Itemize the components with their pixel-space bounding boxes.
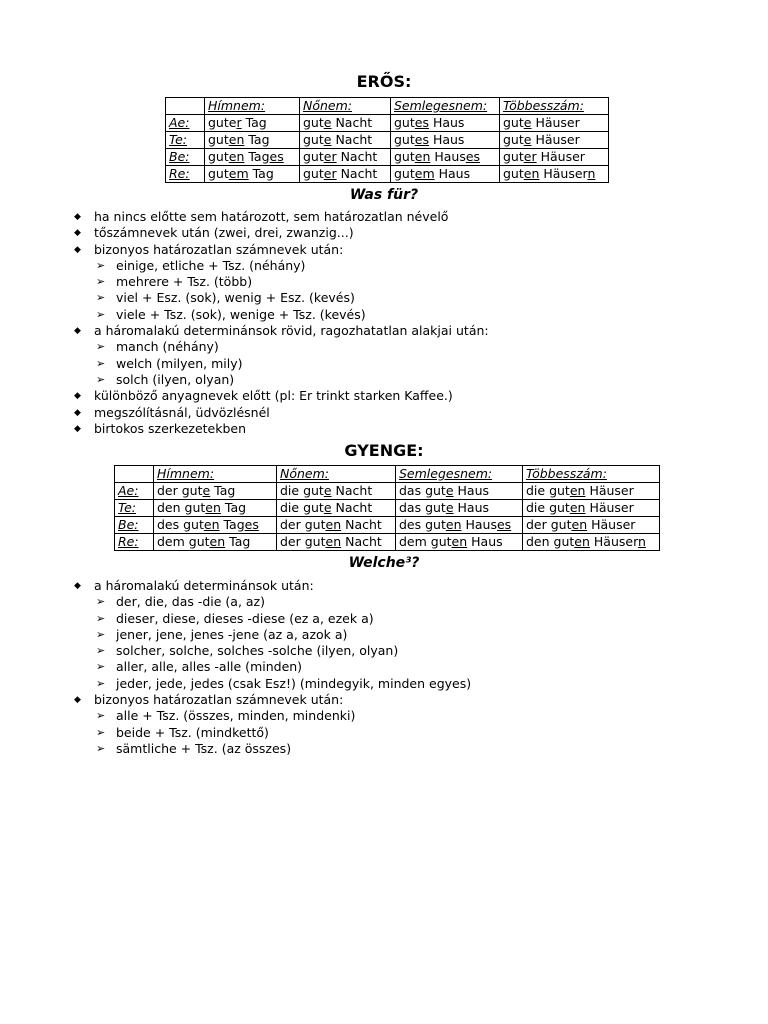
diamond-bullet-icon: ◆ <box>74 581 81 591</box>
list-item <box>72 725 471 741</box>
column-header <box>166 98 205 115</box>
list-item-text: különböző anyagnevek előtt (pl: Er trinkt starken Kaffee.) <box>94 388 453 404</box>
table-cell: gute Häuser <box>500 115 609 132</box>
table-cell: des guten Hauses <box>396 517 523 534</box>
arrow-bullet-icon: ➢ <box>96 372 106 386</box>
table-cell: gute Nacht <box>300 132 391 149</box>
table-row <box>115 517 660 534</box>
column-header: Nőnem: <box>277 466 396 483</box>
table-cell: die gute Nacht <box>277 483 396 500</box>
table-row <box>166 149 609 166</box>
list-item <box>72 258 489 274</box>
list-item-text: birtokos szerkezetekben <box>94 420 247 436</box>
table-cell: gute Nacht <box>300 115 391 132</box>
table-cell: dem guten Haus <box>396 534 523 551</box>
table-cell: guter Tag <box>205 115 300 132</box>
table-cell: dem guten Tag <box>154 534 277 551</box>
column-header: Többesszám: <box>500 98 609 115</box>
arrow-bullet-icon: ➢ <box>96 676 106 690</box>
arrow-bullet-icon: ➢ <box>96 709 106 723</box>
arrow-bullet-icon: ➢ <box>96 741 106 755</box>
table-cell: guter Nacht <box>300 166 391 183</box>
table-cell: guten Hauses <box>391 149 500 166</box>
column-header: Nőnem: <box>300 98 391 115</box>
table-cell: das gute Haus <box>396 500 523 517</box>
strong-question: Was für? <box>349 187 419 203</box>
table-cell: die guten Häuser <box>523 500 660 517</box>
arrow-bullet-icon: ➢ <box>96 644 106 658</box>
arrow-bullet-icon: ➢ <box>96 291 106 305</box>
strong-declension-table <box>165 97 609 183</box>
arrow-bullet-icon: ➢ <box>96 356 106 370</box>
table-cell: gutes Haus <box>391 132 500 149</box>
list-item-text: beide + Tsz. (mindkettő) <box>116 724 269 740</box>
table-header-row <box>166 98 609 115</box>
table-cell: der guten Nacht <box>277 517 396 534</box>
list-item <box>72 708 471 724</box>
diamond-bullet-icon: ◆ <box>74 326 81 337</box>
list-item-text: jeder, jede, jedes (csak Esz!) (mindegyik, minden egyes) <box>116 675 472 691</box>
diamond-bullet-icon: ◆ <box>74 212 81 222</box>
list-item <box>72 356 489 372</box>
strong-title: ERŐS: <box>356 72 412 91</box>
list-item-text: viele + Tsz. (sok), wenige + Tsz. (kevés) <box>116 306 366 322</box>
list-item-text: a háromalakú determinánsok után: <box>94 578 314 593</box>
diamond-bullet-icon: ◆ <box>74 695 81 706</box>
arrow-bullet-icon: ➢ <box>96 258 106 272</box>
weak-usage-list <box>72 578 471 757</box>
diamond-bullet-icon: ◆ <box>74 228 81 239</box>
list-item <box>72 323 489 339</box>
column-header: Hímnem: <box>154 466 277 483</box>
weak-question: Welche³? <box>348 555 420 571</box>
list-item <box>72 421 489 437</box>
list-item-text: manch (néhány) <box>116 339 219 355</box>
column-header <box>115 466 154 483</box>
list-item-text: tőszámnevek után (zwei, drei, zwanzig...) <box>94 225 354 241</box>
list-item <box>72 225 489 241</box>
table-cell: guter Häuser <box>500 149 609 166</box>
table-cell: den guten Tag <box>154 500 277 517</box>
arrow-bullet-icon: ➢ <box>96 307 106 321</box>
case-label: Be: <box>166 149 205 166</box>
table-cell: gutem Tag <box>205 166 300 183</box>
column-header: Többesszám: <box>523 466 660 483</box>
table-row <box>115 483 660 500</box>
list-item <box>72 692 471 708</box>
arrow-bullet-icon: ➢ <box>96 660 106 674</box>
arrow-bullet-icon: ➢ <box>96 340 106 354</box>
table-cell: gutem Haus <box>391 166 500 183</box>
diamond-bullet-icon: ◆ <box>74 244 81 255</box>
list-item-text: solcher, solche, solches -solche (ilyen, olyan) <box>116 643 399 659</box>
table-cell: der guten Nacht <box>277 534 396 551</box>
table-row <box>115 534 660 551</box>
arrow-bullet-icon: ➢ <box>96 595 106 609</box>
table-cell: die gute Nacht <box>277 500 396 517</box>
list-item <box>72 676 471 692</box>
case-label: Te: <box>115 500 154 517</box>
arrow-bullet-icon: ➢ <box>96 611 106 625</box>
weak-title: GYENGE: <box>344 441 424 460</box>
table-cell: die guten Häuser <box>523 483 660 500</box>
list-item <box>72 290 489 306</box>
table-cell: guten Tag <box>205 132 300 149</box>
table-cell: den guten Häusern <box>523 534 660 551</box>
list-item-text: sämtliche + Tsz. (az összes) <box>116 740 292 756</box>
list-item <box>72 372 489 388</box>
diamond-bullet-icon: ◆ <box>74 423 81 434</box>
list-item-text: alle + Tsz. (összes, minden, mindenki) <box>116 708 356 724</box>
list-item <box>72 242 489 258</box>
list-item <box>72 643 471 659</box>
list-item <box>72 741 471 757</box>
diamond-bullet-icon: ◆ <box>74 407 81 418</box>
list-item-text: jener, jene, jenes -jene (az a, azok a) <box>116 626 348 642</box>
table-cell: gute Häuser <box>500 132 609 149</box>
diamond-bullet-icon: ◆ <box>74 391 81 402</box>
list-item <box>72 405 489 421</box>
table-row <box>166 166 609 183</box>
list-item-text: ha nincs előtte sem határozott, sem határozatlan névelő <box>94 209 449 224</box>
list-item-text: einige, etliche + Tsz. (néhány) <box>116 257 306 273</box>
weak-declension-table <box>114 465 660 551</box>
strong-usage-list <box>72 209 489 437</box>
table-cell: das gute Haus <box>396 483 523 500</box>
column-header: Semlegesnem: <box>391 98 500 115</box>
list-item <box>72 578 471 594</box>
column-header: Hímnem: <box>205 98 300 115</box>
table-cell: guten Häusern <box>500 166 609 183</box>
list-item <box>72 627 471 643</box>
list-item <box>72 611 471 627</box>
table-cell: guter Nacht <box>300 149 391 166</box>
list-item <box>72 209 489 225</box>
list-item-text: a háromalakú determinánsok rövid, ragozhatatlan alakjai után: <box>94 323 489 339</box>
table-cell: der guten Häuser <box>523 517 660 534</box>
list-item-text: der, die, das -die (a, az) <box>116 594 265 610</box>
list-item <box>72 594 471 610</box>
table-cell: gutes Haus <box>391 115 500 132</box>
case-label: Ae: <box>166 115 205 132</box>
table-header-row <box>115 466 660 483</box>
list-item-text: viel + Esz. (sok), wenig + Esz. (kevés) <box>116 290 355 306</box>
list-item-text: bizonyos határozatlan számnevek után: <box>94 241 344 257</box>
case-label: Re: <box>166 166 205 183</box>
list-item <box>72 339 489 355</box>
case-label: Ae: <box>115 483 154 500</box>
list-item-text: solch (ilyen, olyan) <box>116 371 235 387</box>
list-item <box>72 659 471 675</box>
table-row <box>166 132 609 149</box>
list-item <box>72 274 489 290</box>
column-header: Semlegesnem: <box>396 466 523 483</box>
table-cell: des guten Tages <box>154 517 277 534</box>
list-item-text: aller, alle, alles -alle (minden) <box>116 659 303 675</box>
list-item-text: megszólításnál, üdvözlésnél <box>94 404 270 420</box>
arrow-bullet-icon: ➢ <box>96 725 106 739</box>
arrow-bullet-icon: ➢ <box>96 627 106 641</box>
arrow-bullet-icon: ➢ <box>96 275 106 289</box>
table-cell: guten Tages <box>205 149 300 166</box>
list-item <box>72 307 489 323</box>
table-cell: der gute Tag <box>154 483 277 500</box>
case-label: Be: <box>115 517 154 534</box>
case-label: Te: <box>166 132 205 149</box>
list-item-text: dieser, diese, dieses -diese (ez a, ezek a) <box>116 610 374 626</box>
list-item-text: bizonyos határozatlan számnevek után: <box>94 692 344 708</box>
list-item-text: mehrere + Tsz. (több) <box>116 274 253 290</box>
list-item <box>72 388 489 404</box>
table-row <box>166 115 609 132</box>
table-row <box>115 500 660 517</box>
list-item-text: welch (milyen, mily) <box>116 355 243 371</box>
case-label: Re: <box>115 534 154 551</box>
